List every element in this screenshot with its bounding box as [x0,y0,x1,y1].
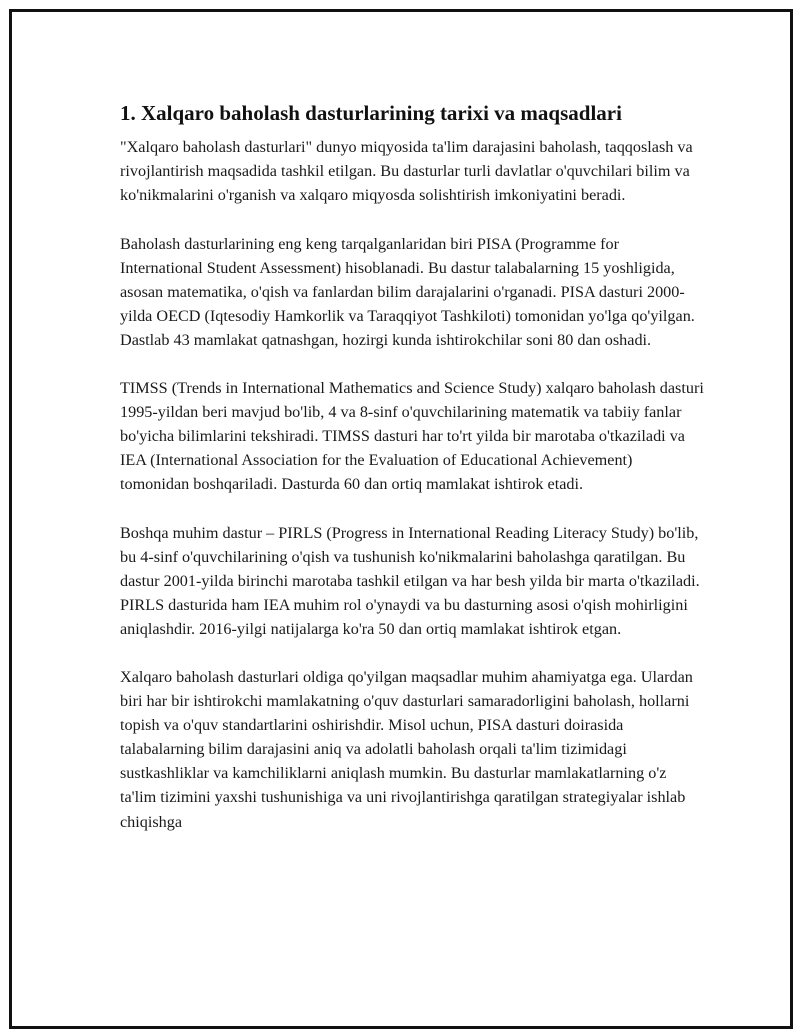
paragraph-timss: TIMSS (Trends in International Mathematics and Science Study) xalqaro baholash dasturi 1995-yildan beri mavjud bo'lib, 4 va 8-sinf o'quvchilarining matematik va tabiiy fanlar bo'yicha bilimlarini tekshiradi. TIMSS dasturi har to'rt yilda bir marotaba o'tkaziladi va IEA (International Association for the Evaluation of Educational Achievement) tomonidan boshqariladi. Dasturda 60 dan ortiq mamlakat ishtirok etadi. [120,379,704,494]
paragraph-pirls: Boshqa muhim dastur – PIRLS (Progress in International Reading Literacy Study) bo'lib, bu 4-sinf o'quvchilarining o'qish va tushunish ko'nikmalarini baholashga qaratilgan. Bu dastur 2001-yilda birinchi marotaba tashkil etilgan va har besh yilda bir marta o'tkaziladi. PIRLS dasturida ham IEA muhim rol o'ynaydi va bu dasturning asosi o'qish mohirligini aniqlashdir. 2016-yilgi natijalarga ko'ra 50 dan ortiq mamlakat ishtirok etgan. [120,523,700,638]
section-heading: 1. Xalqaro baholash dasturlarining tarixi va maqsadlari [120,101,622,125]
page-frame [9,9,793,1029]
paragraph-intro: "Xalqaro baholash dasturlari" dunyo miqyosida ta'lim darajasini baholash, taqqoslash va rivojlantirish maqsadida tashkil etilgan. Bu dasturlar turli davlatlar o'quvchilari bilim va ko'nikmalarini o'rganish va xalqaro miqyosda solishtirish imkoniyatini beradi. [120,138,693,205]
document-body [120,100,704,858]
paragraph-pisa: Baholash dasturlarining eng keng tarqalganlaridan biri PISA (Programme for International Student Assessment) hisoblanadi. Bu dastur talabalarning 15 yoshligida, asosan matematika, o'qish va fanlardan bilim darajalarini o'rganadi. PISA dasturi 2000-yilda OECD (Iqtesodiy Hamkorlik va Taraqqiyot Tashkiloti) tomonidan yo'lga qo'yilgan. Dastlab 43 mamlakat qatnashgan, hozirgi kunda ishtirokchilar soni 80 dan oshadi. [120,234,695,349]
paragraph-goals: Xalqaro baholash dasturlari oldiga qo'yilgan maqsadlar muhim ahamiyatga ega. Ulardan biri har bir ishtirokchi mamlakatning o'quv dasturlari samaradorligini baholash, hollarni topish va o'quv standartlarini oshirishdir. Misol uchun, PISA dasturi doirasida talabalarning bilim darajasini aniq va adolatli baholash orqali ta'lim tizimidagi sustkashliklar va kamchiliklarni aniqlash mumkin. Bu dasturlar mamlakatlarning o'z ta'lim tizimini yaxshi tushunishiga va uni rivojlantirishga qaratilgan strategiyalar ishlab chiqishga [120,667,693,831]
